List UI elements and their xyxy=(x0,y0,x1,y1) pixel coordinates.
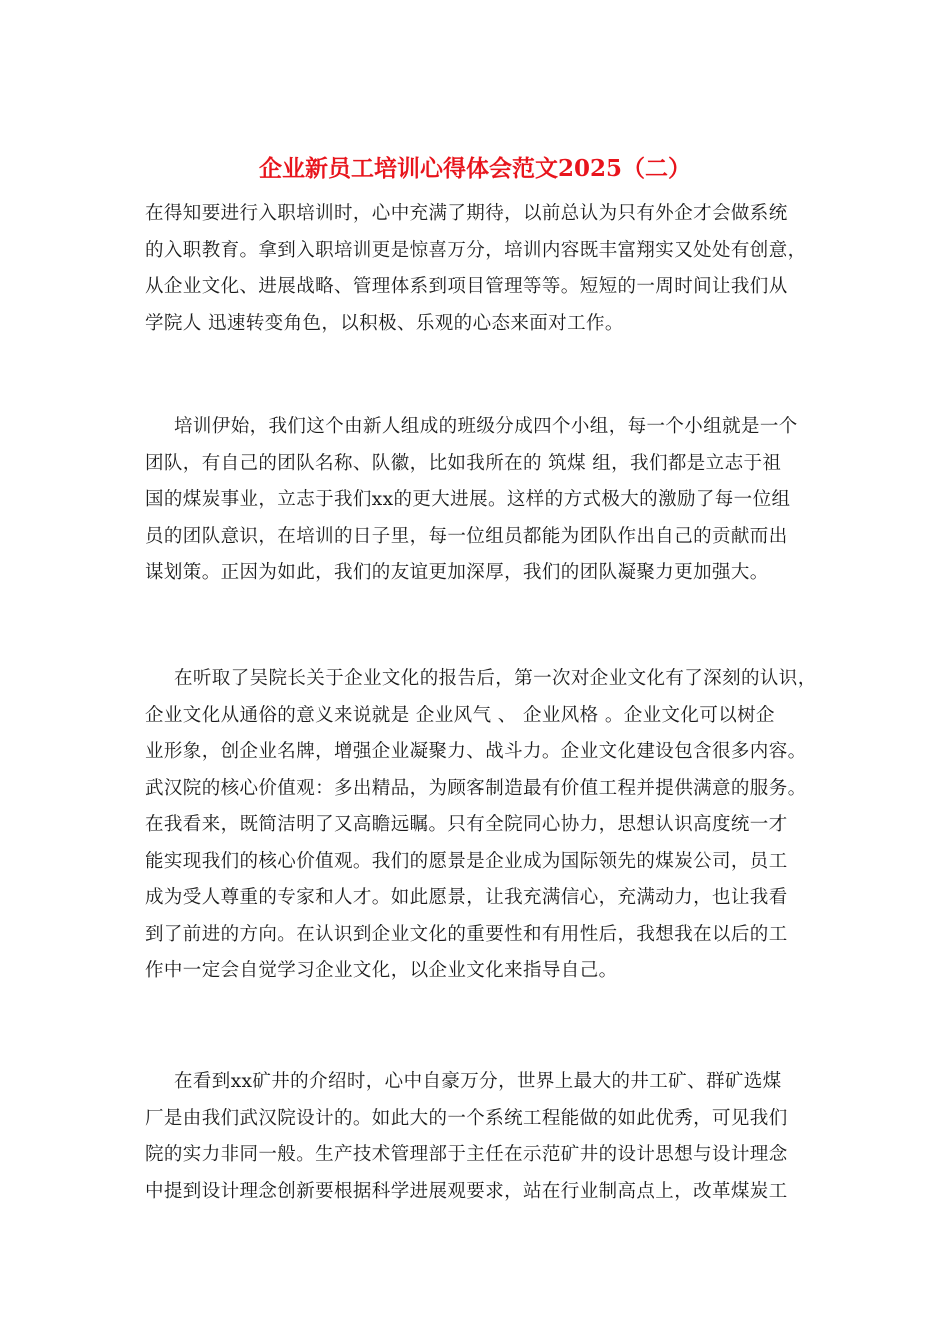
paragraph-line: 厂是由我们武汉院设计的。如此大的一个系统工程能做的如此优秀，可见我们 xyxy=(145,1107,788,1129)
paragraph-line: 作中一定会自觉学习企业文化，以企业文化来指导自己。 xyxy=(145,960,618,981)
paragraph-line: 院的实力非同一般。生产技术管理部于主任在示范矿井的设计思想与设计理念 xyxy=(145,1144,788,1165)
paragraph-line: 从企业文化、进展战略、管理体系到项目管理等等。短短的一周时间让我们从 xyxy=(145,276,788,297)
paragraph-line: 企业文化从通俗的意义来说就是 企业风气 、 企业风格 。企业文化可以树企 xyxy=(145,704,775,726)
paragraph-line: 谋划策。正因为如此，我们的友谊更加深厚，我们的团队凝聚力更加强大。 xyxy=(145,562,769,583)
paragraph-line: 在我看来，既简洁明了又高瞻远瞩。只有全院同心协力，思想认识高度统一才 xyxy=(145,814,788,835)
paragraph-line: 业形象，创企业名牌，增强企业凝聚力、战斗力。企业文化建设包含很多内容。 xyxy=(145,741,807,762)
paragraph-line: 成为受人尊重的专家和人才。如此愿景，让我充满信心，充满动力，也让我看 xyxy=(145,887,788,908)
paragraph-line: 团队，有自己的团队名称、队徽，比如我所在的 筑煤 组，我们都是立志于祖 xyxy=(145,452,782,474)
paragraph-line: 员的团队意识，在培训的日子里，每一位组员都能为团队作出自己的贡献而出 xyxy=(145,525,788,547)
paragraph-line: 到了前进的方向。在认识到企业文化的重要性和有用性后，我想我在以后的工 xyxy=(145,923,788,945)
paragraph-line: 中提到设计理念创新要根据科学进展观要求，站在行业制高点上，改革煤炭工 xyxy=(145,1180,788,1202)
paragraph-line: 武汉院的核心价值观：多出精品，为顾客制造最有价值工程并提供满意的服务。 xyxy=(145,777,807,799)
paragraph-line: 在听取了吴院长关于企业文化的报告后，第一次对企业文化有了深刻的认识， xyxy=(174,668,817,689)
paragraph-line: 在得知要进行入职培训时，心中充满了期待，以前总认为只有外企才会做系统 xyxy=(145,203,788,224)
document-title: 企业新员工培训心得体会范文2025（二） xyxy=(258,155,691,182)
paragraph-line: 培训伊始，我们这个由新人组成的班级分成四个小组，每一个小组就是一个 xyxy=(174,416,798,437)
paragraph-3 xyxy=(145,661,817,990)
paragraph-line: 在看到xx矿井的介绍时，心中自豪万分，世界上最大的井工矿、群矿选煤 xyxy=(174,1071,782,1092)
paragraph-1 xyxy=(145,196,807,342)
paragraph-4 xyxy=(145,1064,788,1210)
paragraph-line: 的入职教育。拿到入职培训更是惊喜万分，培训内容既丰富翔实又处处有创意， xyxy=(145,239,807,261)
paragraph-2 xyxy=(145,409,798,592)
paragraph-line: 学院人 迅速转变角色，以积极、乐观的心态来面对工作。 xyxy=(145,312,624,334)
paragraph-line: 能实现我们的核心价值观。我们的愿景是企业成为国际领先的煤炭公司，员工 xyxy=(145,850,788,872)
paragraph-line: 国的煤炭事业，立志于我们xx的更大进展。这样的方式极大的激励了每一位组 xyxy=(145,489,791,510)
